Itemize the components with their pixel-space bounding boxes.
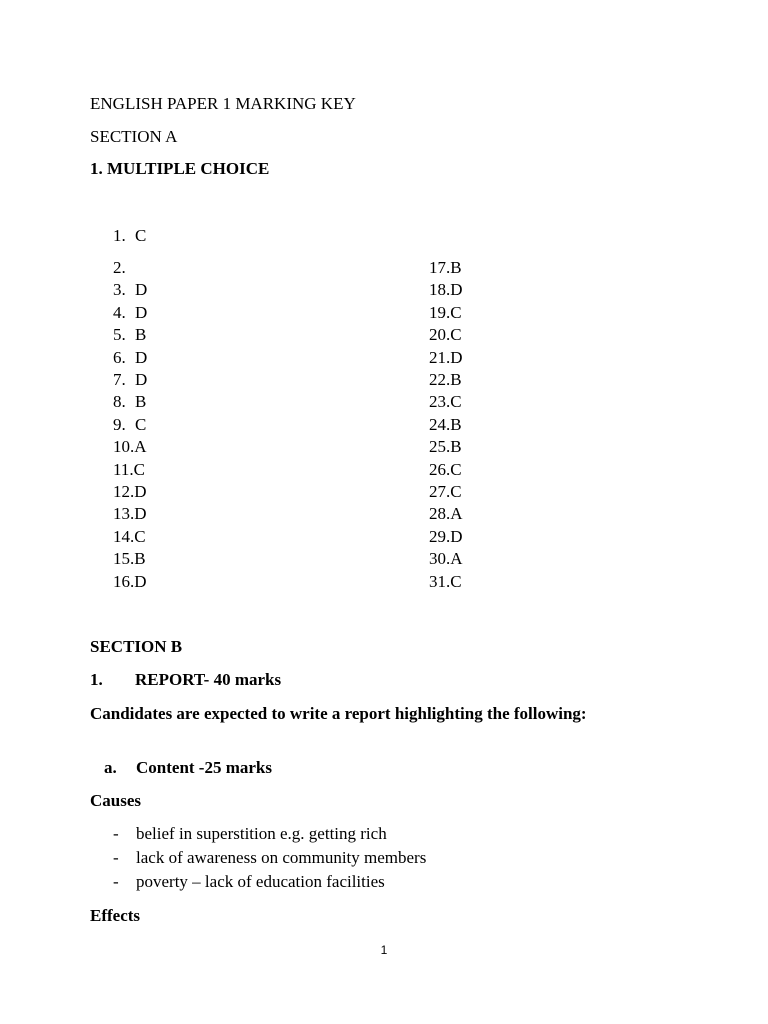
- answer-item: [113, 460, 145, 480]
- answer-item: 26.C: [429, 459, 462, 479]
- answer-item: 21.D: [429, 347, 463, 367]
- answer-item: [113, 549, 146, 569]
- bullet-dash: -: [113, 872, 119, 891]
- section-b-heading: SECTION B: [90, 637, 183, 656]
- answer-letter: D: [135, 302, 148, 322]
- answer-item: 23.C: [429, 392, 462, 412]
- answer-item: 24.B: [429, 414, 462, 434]
- answer-number: 16.: [113, 571, 135, 591]
- answer-letter: D: [134, 571, 147, 591]
- answer-item: [113, 527, 146, 547]
- content-title: Content -25 marks: [136, 758, 272, 777]
- answer-item: 30.A: [429, 549, 463, 569]
- answer-number: 4.: [113, 302, 126, 322]
- question-title: REPORT- 40 marks: [135, 670, 282, 689]
- answer-letter: D: [135, 280, 148, 300]
- answer-number: 14.: [113, 526, 135, 546]
- cause-item: [113, 824, 387, 844]
- answer-letter: D: [135, 370, 148, 389]
- answer-number: 7.: [113, 370, 126, 389]
- content-subheading: [104, 758, 272, 778]
- instruction-text: Candidates are expected to write a report highlighting the following:: [90, 704, 587, 723]
- effects-heading: Effects: [90, 906, 141, 925]
- section-a-heading: SECTION A: [90, 127, 178, 146]
- bullet-dash: -: [113, 824, 119, 843]
- cause-text: belief in superstition e.g. getting rich: [136, 824, 387, 843]
- answer-letter: C: [135, 414, 147, 434]
- answer-letter: D: [134, 482, 147, 501]
- answer-item: [113, 572, 147, 592]
- causes-heading: Causes: [90, 791, 142, 810]
- cause-text: poverty – lack of education facilities: [136, 872, 385, 891]
- answer-letter: B: [134, 549, 146, 569]
- answer-number: 15.: [113, 549, 135, 569]
- question-heading: [90, 670, 281, 690]
- answer-letter: D: [135, 347, 148, 367]
- answer-item: [113, 280, 147, 300]
- answer-letter: B: [135, 325, 147, 345]
- answer-item: [113, 392, 146, 412]
- answer-number: 8.: [113, 392, 126, 412]
- answer-letter: C: [134, 526, 146, 546]
- answer-item: 25.B: [429, 437, 462, 457]
- answer-letter: B: [135, 392, 147, 412]
- answer-number: 10.: [113, 437, 135, 457]
- answer-item: [113, 258, 135, 278]
- answer-item: 28.A: [429, 504, 463, 524]
- answer-number: 2.: [113, 258, 126, 277]
- answer-item: [113, 226, 146, 246]
- document-title: ENGLISH PAPER 1 MARKING KEY: [90, 94, 356, 113]
- answer-number: 11.: [113, 459, 134, 479]
- answer-number: 3.: [113, 280, 126, 300]
- answer-item: 31.C: [429, 571, 462, 591]
- answer-item: 29.D: [429, 526, 463, 546]
- answer-item: 17.B: [429, 258, 462, 277]
- answer-number: 6.: [113, 347, 126, 367]
- cause-text: lack of awareness on community members: [136, 848, 427, 867]
- answer-item: 20.C: [429, 325, 462, 345]
- answer-number: 13.: [113, 504, 135, 524]
- answer-letter: D: [134, 504, 147, 524]
- cause-item: [113, 848, 426, 868]
- content-label: a.: [104, 758, 117, 777]
- multiple-choice-heading: 1. MULTIPLE CHOICE: [90, 159, 270, 178]
- answer-letter: C: [133, 459, 145, 479]
- question-number: 1.: [90, 670, 103, 689]
- answer-item: [113, 325, 146, 345]
- answer-number: 1.: [113, 226, 126, 245]
- answer-item: 27.C: [429, 482, 462, 501]
- answer-item: [113, 303, 147, 323]
- page-number: 1: [380, 943, 388, 957]
- answer-item: 18.D: [429, 280, 463, 300]
- answer-item: 22.B: [429, 370, 462, 389]
- answer-number: 9.: [113, 414, 126, 434]
- answer-item: 19.C: [429, 302, 462, 322]
- answer-item: [113, 370, 147, 390]
- cause-item: [113, 872, 385, 892]
- answer-letter: A: [134, 437, 147, 457]
- answer-item: [113, 348, 147, 368]
- answer-item: [113, 415, 146, 435]
- answer-number: 5.: [113, 325, 126, 345]
- answer-item: [113, 437, 147, 457]
- answer-item: [113, 504, 147, 524]
- bullet-dash: -: [113, 848, 119, 867]
- answer-item: [113, 482, 147, 502]
- answer-letter: C: [135, 226, 147, 245]
- answer-number: 12.: [113, 482, 135, 501]
